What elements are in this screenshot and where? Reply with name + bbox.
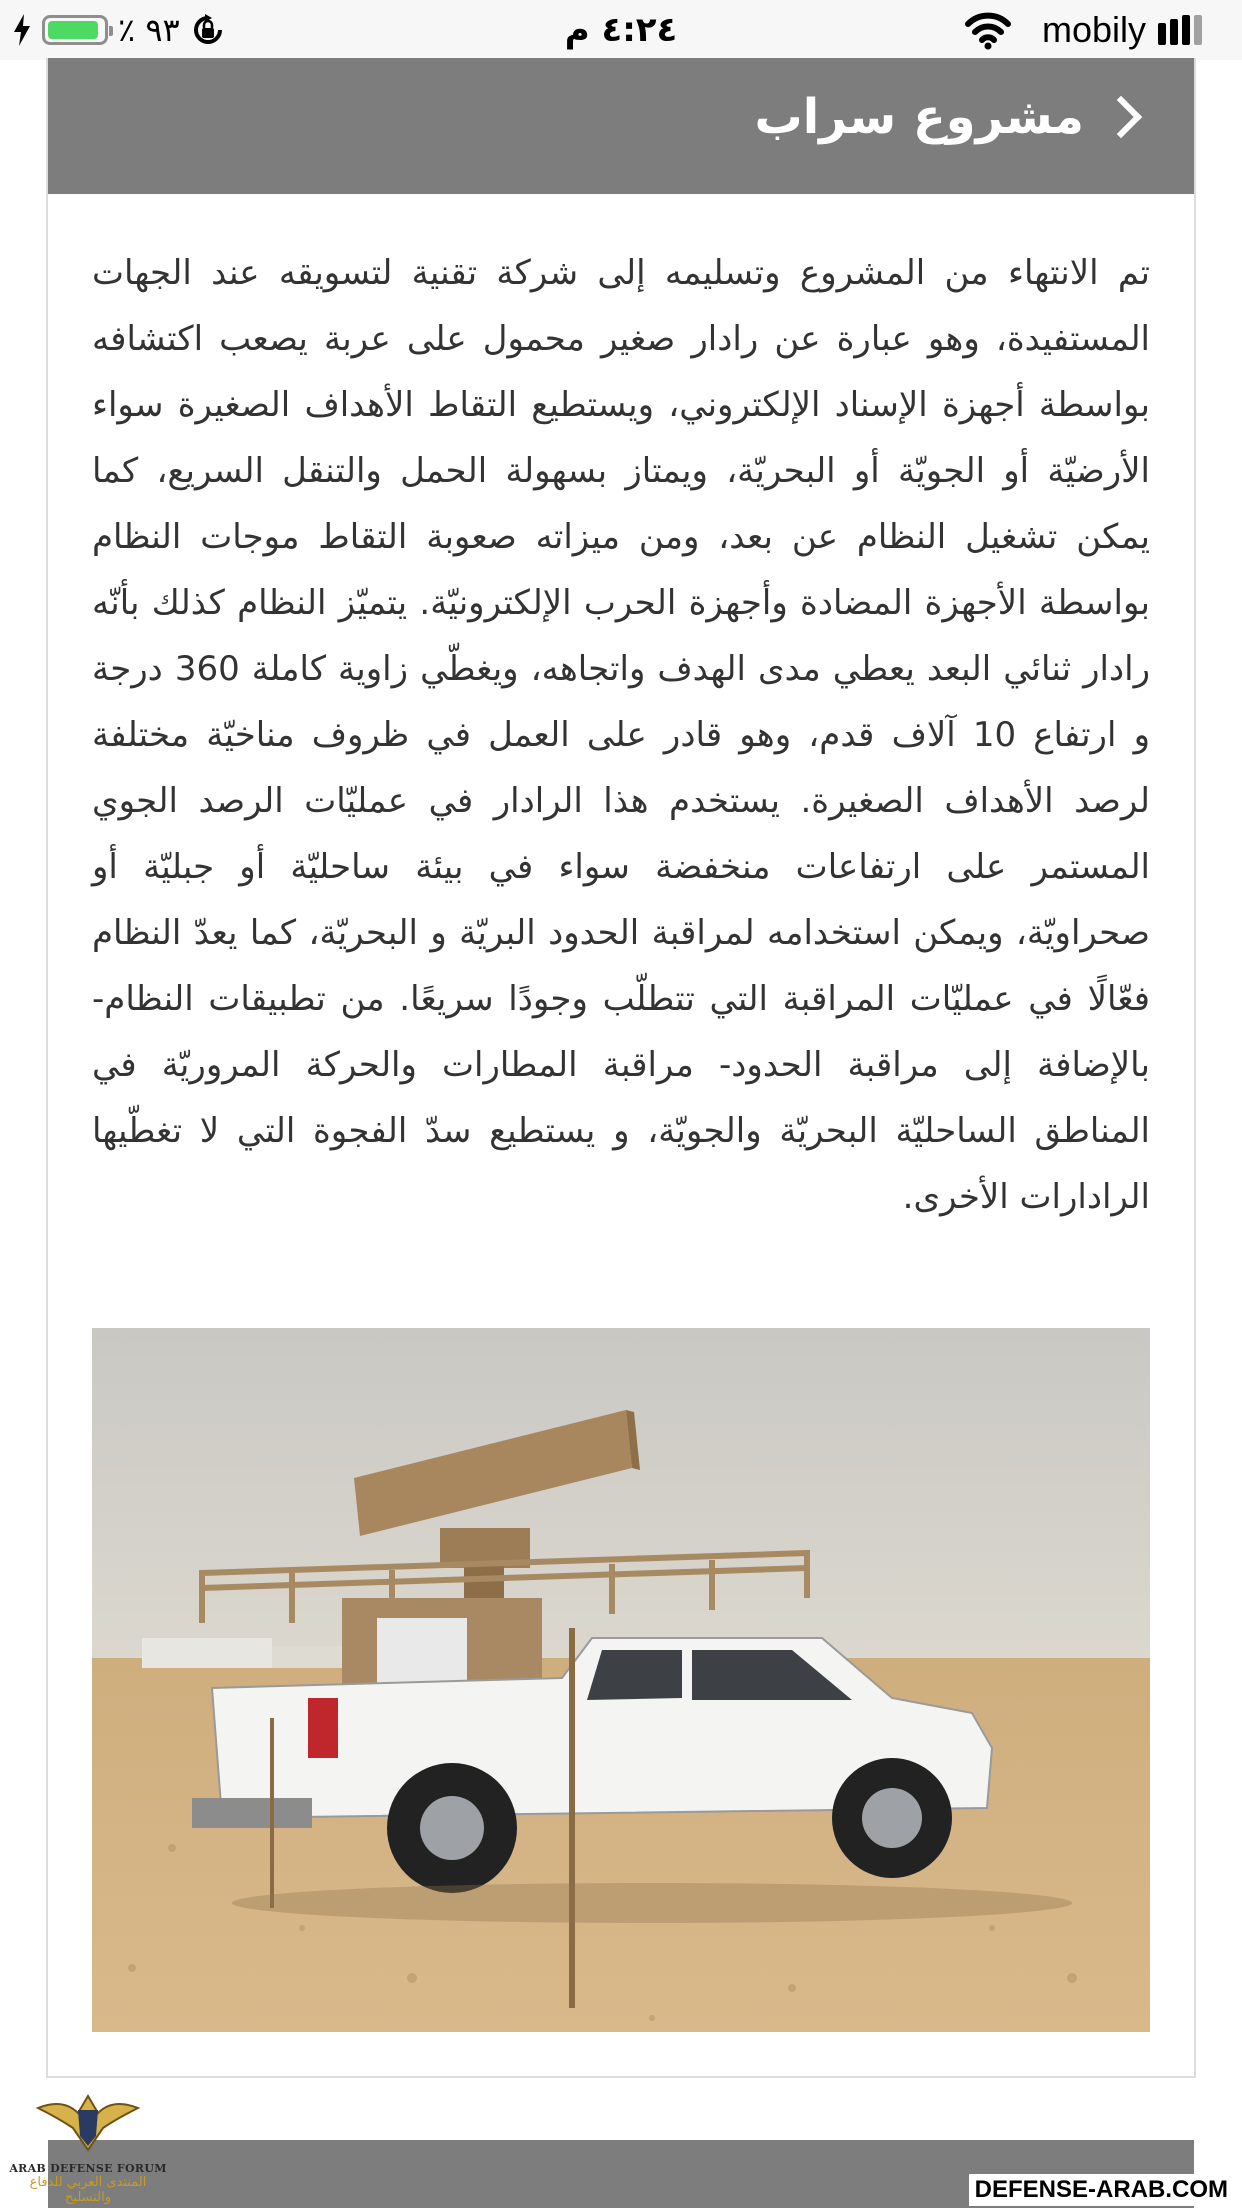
orientation-lock-icon <box>190 12 226 48</box>
forum-logo <box>8 2088 168 2208</box>
battery-percent: ٪ ٩٣ <box>118 11 180 49</box>
chevron-left-icon <box>1100 96 1142 138</box>
article-body: تم الانتهاء من المشروع وتسليمه إلى شركة تقنية لتسويقه عند الجهات المستفيدة، وهو عبارة عن رادار صغير محمول على عربة يصعب اكتشافه بواسطة أجهزة الإسناد الإلكتروني، ويستطيع التقاط الأهداف الصغيرة سواء الأرضيّة أو الجويّة أو البحريّة، ويمتاز بسهولة الحمل والتنقل السريع، كما يمكن تشغيل النظام عن بعد، ومن ميزاته صعوبة التقاط موجات النظام بواسطة الأجهزة المضادة وأجهزة الحرب الإلكترونيّة. يتميّز النظام كذلك بأنّه رادار ثنائي البعد يعطي مدى الهدف واتجاهه، ويغطّي زاوية كاملة 360 درجة و ارتفاع 10 آلاف قدم، وهو قادر على العمل في ظروف مناخيّة مختلفة لرصد الأهداف الصغيرة. يستخدم هذا الرادار في عمليّات الرصد الجوي المستمر على ارتفاعات منخفضة سواء في بيئة ساحليّة أو جبليّة أو صحراويّة، ويمكن استخدامه لمراقبة الحدود البريّة و البحريّة، كما يعدّ النظام فعّالًا في عمليّات المراقبة التي تتطلّب وجودًا سريعًا. من تطبيقات النظام- بالإضافة إلى مراقبة الحدود- مراقبة المطارات والحركة المروريّة في المناطق الساحليّة البحريّة والجويّة، و يستطيع سدّ الفجوة التي لا تغطّيها الرادارات الأخرى. <box>92 253 1150 1217</box>
battery-fill <box>48 21 98 39</box>
forum-logo-title: ARAB DEFENSE FORUM <box>9 2162 167 2175</box>
charging-bolt-icon <box>12 13 32 47</box>
radar-truck-photo <box>92 1328 1150 2032</box>
eagle-shield-icon <box>33 2088 143 2158</box>
site-watermark: DEFENSE-ARAB.COM <box>969 2174 1234 2206</box>
status-bar <box>0 0 1242 60</box>
article-header <box>48 58 1194 194</box>
battery-group <box>12 0 226 60</box>
back-button[interactable] <box>754 82 1144 152</box>
carrier-name: mobily <box>1041 9 1146 50</box>
forum-logo-arabic: المنتدى العربي للدفاع والتسليح <box>29 2175 147 2205</box>
battery-icon <box>42 15 108 45</box>
clock: ٤:٢٤ م <box>564 10 678 50</box>
page-title: مشروع سراب <box>754 89 1084 145</box>
